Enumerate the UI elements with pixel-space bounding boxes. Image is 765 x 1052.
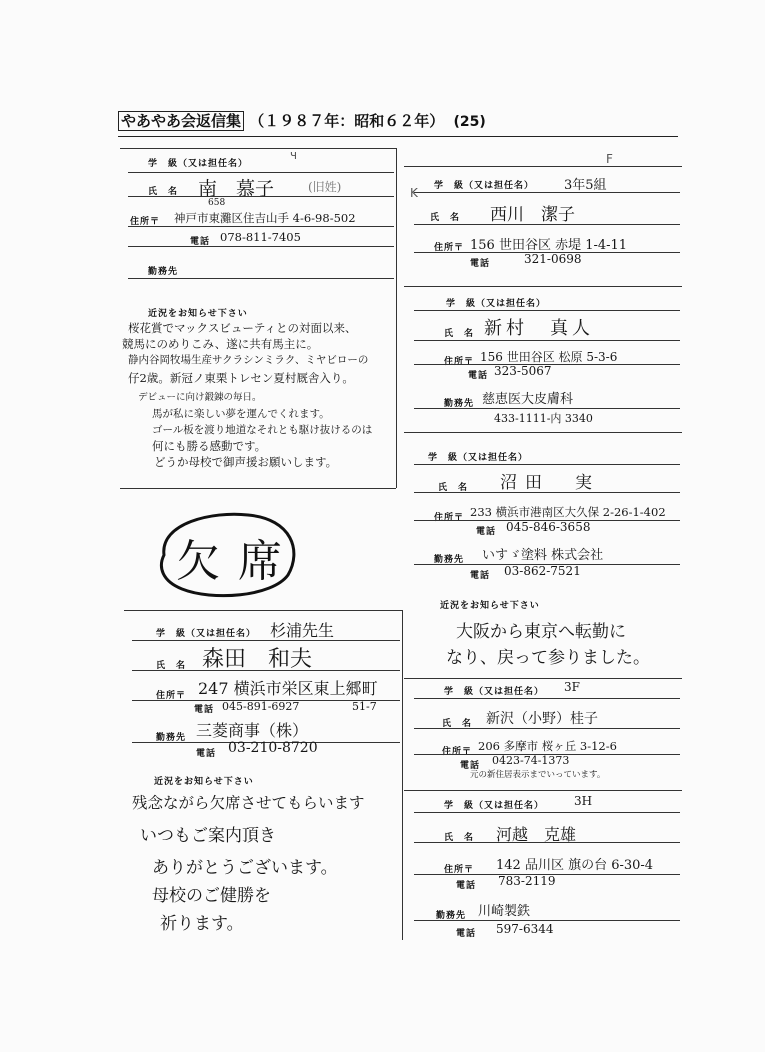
card7-grade-label: 学 級（又は担任名） bbox=[156, 629, 257, 639]
card5-top-border bbox=[404, 678, 682, 679]
card2-phone-label: 電話 bbox=[470, 259, 491, 269]
card3-phone-label: 電話 bbox=[468, 371, 489, 381]
card5-address-label: 住所〒 bbox=[442, 747, 473, 757]
card4-phone-label: 電話 bbox=[476, 527, 497, 537]
card3-grade-label: 学 級（又は担任名） bbox=[446, 299, 547, 309]
card1-phone-line bbox=[128, 246, 394, 247]
card7-name: 森田 和夫 bbox=[202, 647, 313, 672]
card7-work-phone: 03-210-8720 bbox=[228, 740, 318, 756]
card7-work: 三菱商事（株） bbox=[196, 721, 309, 740]
card1-work-label: 勤務先 bbox=[148, 267, 179, 277]
card6-address: 142 品川区 旗の台 6-30-4 bbox=[496, 858, 654, 873]
card4-news-line-2: なり、戻って参りました。 bbox=[446, 648, 650, 668]
card6-work-phone-label: 電話 bbox=[456, 929, 477, 939]
card1-news-line-7: ゴール板を渡り地道なそれとも駆け抜けるのは bbox=[152, 424, 373, 436]
card7-top-border bbox=[124, 610, 402, 611]
card1-address: 神戸市東灘区住吉山手 4-6-98-502 bbox=[174, 211, 356, 225]
card7-grade-line bbox=[132, 640, 400, 641]
card2-name-label: 氏 名 bbox=[430, 213, 461, 223]
card6-work-line bbox=[414, 920, 680, 921]
card5-grade: 3F bbox=[564, 680, 580, 694]
absent-stamp-text: 欠席 bbox=[176, 536, 300, 587]
card1-news-line-9: どうか母校で御声援お願いします。 bbox=[154, 455, 338, 469]
faint-mark-3: K bbox=[410, 186, 418, 200]
card7-name-line bbox=[132, 670, 400, 671]
card2-name: 西川 潔子 bbox=[490, 205, 575, 225]
card7-news-label: 近況をお知らせ下さい bbox=[154, 777, 254, 787]
card4-news-label: 近況をお知らせ下さい bbox=[440, 601, 540, 611]
header-title: やあやあ会返信集 bbox=[118, 111, 244, 131]
card-7 bbox=[132, 612, 400, 942]
card7-news-line-4: 母校のご健勝を bbox=[152, 886, 271, 906]
card4-work-label: 勤務先 bbox=[434, 555, 465, 565]
card7-address-number: 51-7 bbox=[352, 700, 377, 713]
card1-news-line-1: 桜花賞でマックスビューティとの対面以来、 bbox=[128, 321, 357, 335]
card4-phone: 045-846-3658 bbox=[506, 520, 591, 534]
card1-news-line-3: 静内谷岡牧場生産サクラシンミラク、ミヤビローの bbox=[128, 354, 369, 366]
card4-news-line-1: 大阪から東京へ転勤に bbox=[456, 622, 626, 642]
card3-address: 156 世田谷区 松原 5-3-6 bbox=[480, 350, 618, 364]
card4-top-border bbox=[404, 432, 682, 433]
card6-work-phone: 597-6344 bbox=[496, 922, 554, 936]
card4-address: 233 横浜市港南区大久保 2-26-1-402 bbox=[470, 505, 666, 519]
card6-grade: 3H bbox=[574, 794, 593, 808]
card-2 bbox=[414, 168, 680, 268]
card3-name-label: 氏 名 bbox=[444, 329, 475, 339]
faint-mark-1: ч bbox=[290, 148, 298, 162]
card6-phone-label: 電話 bbox=[456, 881, 477, 891]
card7-work-phone-label: 電話 bbox=[196, 749, 217, 759]
card1-zip: 658 bbox=[208, 198, 226, 208]
card3-top-border bbox=[404, 286, 682, 287]
card2-address: 156 世田谷区 赤堤 1-4-11 bbox=[470, 238, 628, 253]
card7-address: 247 横浜市栄区東上郷町 bbox=[198, 679, 378, 698]
card1-phone-label: 電話 bbox=[190, 237, 211, 247]
card3-address-label: 住所〒 bbox=[444, 357, 475, 367]
card4-work-phone: 03-862-7521 bbox=[504, 564, 581, 578]
card7-grade: 杉浦先生 bbox=[270, 621, 335, 640]
card5-name-label: 氏 名 bbox=[442, 719, 473, 729]
card4-work-phone-label: 電話 bbox=[470, 571, 491, 581]
header-year: （１９８７年：昭和６２年） bbox=[249, 112, 445, 130]
card4-name-line bbox=[414, 492, 680, 493]
card1-top-border bbox=[120, 148, 396, 149]
faint-mark-2: F bbox=[606, 152, 613, 166]
card2-grade-label: 学 級（又は担任名） bbox=[434, 181, 535, 191]
card1-name: 南 慕子 bbox=[198, 178, 275, 200]
card4-address-label: 住所〒 bbox=[434, 513, 465, 523]
card2-grade-line bbox=[414, 192, 680, 193]
card5-name-line bbox=[414, 728, 680, 729]
card-6 bbox=[414, 792, 680, 942]
card2-name-line bbox=[414, 224, 680, 225]
card1-phone: 078-811-7405 bbox=[220, 230, 301, 244]
card5-grade-line bbox=[414, 698, 680, 699]
card1-news-line-4: 仔2歳。新冠ノ東栗トレセン夏村厩舎入り。 bbox=[128, 371, 354, 385]
card1-grade-label: 学 級（又は担任名） bbox=[148, 159, 249, 169]
card5-phone: 0423-74-1373 bbox=[492, 754, 570, 767]
card5-name: 新沢（小野）桂子 bbox=[486, 711, 598, 727]
card7-phone: 045-891-6927 bbox=[222, 700, 300, 713]
card5-grade-label: 学 級（又は担任名） bbox=[444, 687, 545, 697]
card2-phone: 321-0698 bbox=[524, 252, 582, 266]
card1-news-line-6: 馬が私に楽しい夢を運んでくれます。 bbox=[152, 408, 330, 420]
card6-grade-label: 学 級（又は担任名） bbox=[444, 801, 545, 811]
card3-work-line bbox=[414, 408, 680, 409]
card7-news-line-3: ありがとうございます。 bbox=[152, 858, 338, 878]
absent-stamp bbox=[152, 505, 300, 601]
card6-work: 川崎製鉄 bbox=[478, 904, 531, 919]
card7-work-label: 勤務先 bbox=[156, 733, 187, 743]
card1-bottom-border bbox=[120, 488, 396, 489]
card3-name: 新村 真人 bbox=[484, 318, 594, 339]
card6-work-label: 勤務先 bbox=[436, 911, 467, 921]
card-4 bbox=[414, 434, 680, 674]
card2-grade: 3年5組 bbox=[564, 178, 607, 193]
card3-phone: 323-5067 bbox=[494, 364, 552, 378]
card1-right-border bbox=[396, 148, 397, 488]
card1-name-label: 氏 名 bbox=[148, 187, 179, 197]
card7-right-border bbox=[402, 610, 403, 940]
card1-news-line-5: デビューに向け鍛錬の毎日。 bbox=[138, 392, 262, 403]
card7-address-label: 住所〒 bbox=[156, 691, 187, 701]
card3-work-phone: 433-1111-内 3340 bbox=[494, 412, 593, 425]
card3-grade-line bbox=[414, 310, 680, 311]
card6-name: 河越 克雄 bbox=[496, 825, 577, 844]
card-3 bbox=[414, 288, 680, 428]
card7-news-line-2: いつもご案内頂き bbox=[140, 826, 276, 846]
card6-top-border bbox=[404, 790, 682, 791]
card5-phone-label: 電話 bbox=[460, 761, 481, 771]
card6-name-line bbox=[414, 842, 680, 843]
card7-phone-label: 電話 bbox=[194, 705, 215, 715]
card6-phone: 783-2119 bbox=[498, 874, 556, 888]
card5-note: 元の新住居表示までいっています。 bbox=[470, 770, 606, 780]
card5-address: 206 多摩市 桜ヶ丘 3-12-6 bbox=[478, 739, 617, 753]
card7-name-label: 氏 名 bbox=[156, 661, 187, 671]
card6-name-label: 氏 名 bbox=[444, 833, 475, 843]
card4-name-label: 氏 名 bbox=[438, 483, 469, 493]
card3-work: 慈恵医大皮膚科 bbox=[482, 392, 574, 407]
card3-work-label: 勤務先 bbox=[444, 399, 475, 409]
card1-address-line bbox=[128, 226, 394, 227]
header-page-number: (25) bbox=[453, 114, 486, 130]
card1-news-line-8: 何にも勝る感動です。 bbox=[152, 439, 267, 453]
card1-news-line-2: 競馬にのめりこみ、遂に共有馬主に。 bbox=[122, 337, 319, 351]
card1-work-line bbox=[128, 278, 394, 279]
card1-name-line bbox=[128, 196, 394, 197]
card-1 bbox=[122, 150, 394, 486]
card2-address-label: 住所〒 bbox=[434, 243, 465, 253]
card4-work: いすゞ塗料 株式会社 bbox=[482, 548, 604, 563]
card2-top-border bbox=[404, 166, 682, 167]
card4-grade-label: 学 級（又は担任名） bbox=[428, 453, 529, 463]
card4-grade-line bbox=[414, 464, 680, 465]
card1-address-label: 住所〒 bbox=[130, 217, 161, 227]
card7-news-line-5: 祈ります。 bbox=[160, 914, 244, 934]
card1-name-note: (旧姓) bbox=[308, 180, 342, 194]
page-header bbox=[118, 110, 678, 137]
card6-grade-line bbox=[414, 812, 680, 813]
card3-name-line bbox=[414, 340, 680, 341]
card1-news-label: 近況をお知らせ下さい bbox=[148, 309, 248, 319]
card6-address-label: 住所〒 bbox=[444, 865, 475, 875]
card-5 bbox=[414, 680, 680, 784]
card4-name: 沼田 実 bbox=[500, 473, 600, 493]
card7-news-line-1: 残念ながら欠席させてもらいます bbox=[132, 794, 365, 812]
card1-grade-line bbox=[128, 172, 394, 173]
